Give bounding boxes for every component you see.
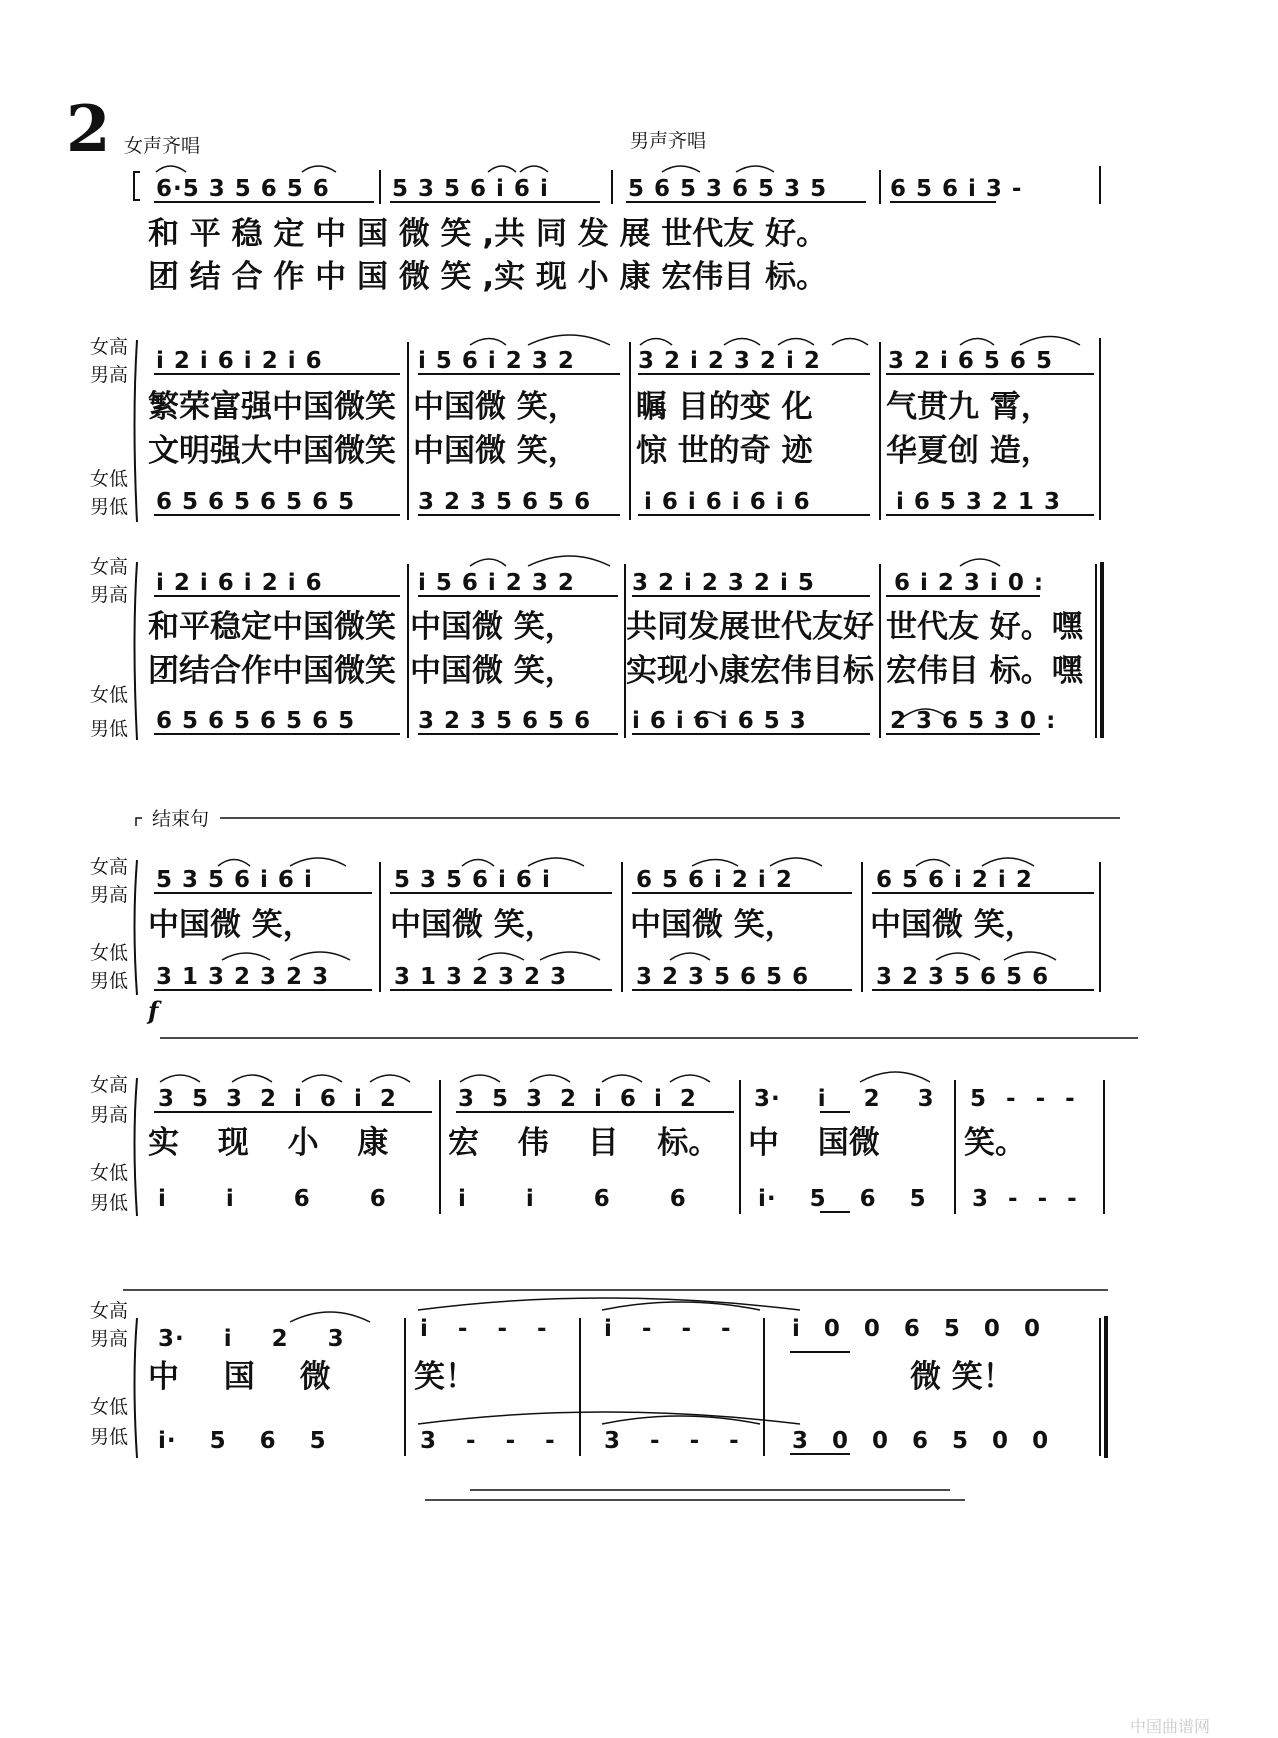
s5-upper-notes: i - - - — [420, 1316, 548, 1342]
s2-lyric2: 宏伟目 标。嘿 — [886, 653, 1083, 689]
s3-lyric: 中国微 笑， — [630, 907, 796, 943]
s1-lyric2: 华夏创 造， — [886, 433, 1052, 469]
s1-lyric2: 文明强大中国微笑 — [148, 433, 396, 469]
s2-upper-notes: i 5 6 i 2 3 2 — [418, 570, 575, 596]
intro-notes-m2: 5 3 5 6 i 6 i — [392, 176, 549, 202]
voice-label-alto: 女低 — [89, 1396, 128, 1418]
voice-label-bass: 男低 — [89, 1192, 128, 1214]
s3-lyric: 中国微 笑， — [148, 907, 314, 943]
intro-notes-m4: 6 5 6 i 3 - — [890, 176, 1023, 202]
s1-lyric2: 中国微 笑， — [413, 433, 579, 469]
voice-label-bass: 男低 — [89, 970, 128, 992]
system5-brace — [135, 1318, 138, 1458]
s1-lower-notes: 6 5 6 5 6 5 6 5 — [156, 489, 356, 515]
s2-lyric1: 世代友 好。嘿 — [886, 609, 1083, 645]
s1-lyric1: 瞩 目的变 化 — [636, 389, 813, 425]
s3-lyric: 中国微 笑， — [390, 907, 556, 943]
s3-lyric: 中国微 笑， — [870, 907, 1036, 943]
s4-lyric: 实 现 小 康 — [148, 1125, 389, 1161]
s1-lyric1: 气贯九 霄， — [886, 389, 1052, 425]
s5-lyric: 微 笑！ — [910, 1359, 1014, 1395]
s4-lower-notes: i i 6 6 — [458, 1186, 687, 1212]
voice-label-soprano: 女高 — [89, 556, 128, 578]
s2-lower-notes: 2 3 6 5 3 0 : — [890, 708, 1057, 734]
voice-label-alto: 女低 — [89, 942, 128, 964]
s4-upper-notes: 3 5 3 2 i 6 i 2 — [158, 1086, 397, 1112]
s5-lyric: 笑！ — [414, 1359, 476, 1395]
s3-upper-notes: 5 3 5 6 i 6 i — [156, 867, 313, 893]
voice-label-tenor: 男高 — [89, 584, 128, 606]
s3-upper-notes: 6 5 6 i 2 i 2 — [636, 867, 793, 893]
voice-label-bass: 男低 — [89, 718, 128, 740]
s1-lyric1: 中国微 笑， — [413, 389, 579, 425]
s4-lyric: 笑。 — [964, 1125, 1026, 1161]
s1-lyric2: 惊 世的奇 迹 — [636, 433, 813, 469]
male-unison-label: 男声齐唱 — [630, 130, 707, 152]
s3-lower-notes: 3 1 3 2 3 2 3 — [394, 964, 568, 990]
s2-lower-notes: i 6 i 6 i 6 5 3 — [632, 708, 807, 734]
voice-label-soprano: 女高 — [89, 1074, 128, 1096]
watermark: 中国曲谱网 — [1130, 1717, 1211, 1736]
s2-lyric1: 中国微 笑， — [410, 609, 576, 645]
s1-upper-notes: 3 2 i 2 3 2 i 2 — [638, 348, 821, 374]
s1-lower-notes: i 6 i 6 i 6 i 6 — [644, 489, 811, 515]
female-unison-label: 女声齐唱 — [124, 135, 201, 157]
s2-upper-notes: 3 2 i 2 3 2 i 5 — [632, 570, 815, 596]
voice-label-tenor: 男高 — [89, 1104, 128, 1126]
s5-upper-notes: i 0 0 6 5 0 0 — [792, 1316, 1041, 1342]
s1-upper-notes: i 2 i 6 i 2 i 6 — [156, 348, 323, 374]
page-number: 2 — [66, 92, 111, 167]
s2-lower-notes: 6 5 6 5 6 5 6 5 — [156, 708, 356, 734]
voice-label-tenor: 男高 — [89, 1328, 128, 1350]
voice-label-tenor: 男高 — [89, 364, 128, 386]
s2-lower-notes: 3 2 3 5 6 5 6 — [418, 708, 592, 734]
s2-lyric2: 团结合作中国微笑 — [148, 653, 396, 689]
system1-brace — [135, 340, 138, 522]
s4-lyric: 中 国微 — [748, 1125, 880, 1161]
s3-lower-notes: 3 1 3 2 3 2 3 — [156, 964, 330, 990]
s5-lower-notes: 3 - - - — [604, 1428, 740, 1454]
s3-lower-notes: 3 2 3 5 6 5 6 — [636, 964, 810, 990]
s2-upper-notes: i 2 i 6 i 2 i 6 — [156, 570, 323, 596]
s5-upper-notes: i - - - — [604, 1316, 732, 1342]
s2-lyric2: 实现小康宏伟目标 — [626, 653, 874, 689]
s2-lyric2: 中国微 笑， — [410, 653, 576, 689]
voice-label-bass: 男低 — [89, 1426, 128, 1448]
s4-upper-notes: 5 - - - — [970, 1086, 1076, 1112]
voice-label-bass: 男低 — [89, 496, 128, 518]
system4-brace — [135, 1078, 138, 1216]
s4-lower-notes: i i 6 6 — [158, 1186, 387, 1212]
s1-lower-notes: 3 2 3 5 6 5 6 — [418, 489, 592, 515]
s4-upper-notes: 3 5 3 2 i 6 i 2 — [458, 1086, 697, 1112]
s2-lyric1: 共同发展世代友好 — [626, 609, 874, 645]
voice-label-tenor: 男高 — [89, 884, 128, 906]
intro-notes-m1: 6·5 3 5 6 5 6 — [156, 176, 330, 202]
intro-bracket — [134, 172, 140, 200]
system2-brace — [135, 562, 138, 740]
voice-label-soprano: 女高 — [89, 1300, 128, 1322]
s5-lower-notes: 3 0 0 6 5 0 0 — [792, 1428, 1050, 1454]
s1-upper-notes: 3 2 i 6 5 6 5 — [888, 348, 1053, 374]
voice-label-alto: 女低 — [89, 684, 128, 706]
voice-label-soprano: 女高 — [89, 336, 128, 358]
s5-lower-notes: 3 - - - — [420, 1428, 556, 1454]
intro-notes-m3: 5 6 5 3 6 5 3 5 — [628, 176, 828, 202]
s3-upper-notes: 6 5 6 i 2 i 2 — [876, 867, 1033, 893]
s3-lower-notes: 3 2 3 5 6 5 6 — [876, 964, 1050, 990]
s2-upper-notes: 6 i 2 3 i 0 : — [894, 570, 1045, 596]
system3-brace — [135, 860, 138, 995]
s4-lyric: 宏 伟 目 标。 — [448, 1125, 720, 1161]
intro-lyric-verse2: 团 结 合 作 中 国 微 笑 ,实 现 小 康 宏伟目 标。 — [148, 259, 828, 295]
s2-lyric1: 和平稳定中国微笑 — [148, 609, 396, 645]
voice-label-alto: 女低 — [89, 1162, 128, 1184]
s4-lower-notes: 3 - - - — [972, 1186, 1078, 1212]
s1-lyric1: 繁荣富强中国微笑 — [148, 389, 396, 425]
s5-upper-notes: 3· i 2 3 — [158, 1326, 345, 1352]
dynamic-forte: f — [148, 996, 159, 1025]
intro-lyric-verse1: 和 平 稳 定 中 国 微 笑 ,共 同 发 展 世代友 好。 — [148, 216, 828, 252]
s5-lower-notes: i· 5 6 5 — [158, 1428, 327, 1454]
voice-label-alto: 女低 — [89, 468, 128, 490]
s4-upper-notes: 3· i 2 3 — [754, 1086, 935, 1112]
ending-label: 结束句 — [152, 808, 210, 830]
s1-lower-notes: i 6 5 3 2 1 3 — [896, 489, 1061, 515]
s5-lyric: 中 国 微 — [148, 1359, 331, 1395]
s3-upper-notes: 5 3 5 6 i 6 i — [394, 867, 551, 893]
s4-lower-notes: i· 5 6 5 — [758, 1186, 927, 1212]
s1-upper-notes: i 5 6 i 2 3 2 — [418, 348, 575, 374]
voice-label-soprano: 女高 — [89, 856, 128, 878]
